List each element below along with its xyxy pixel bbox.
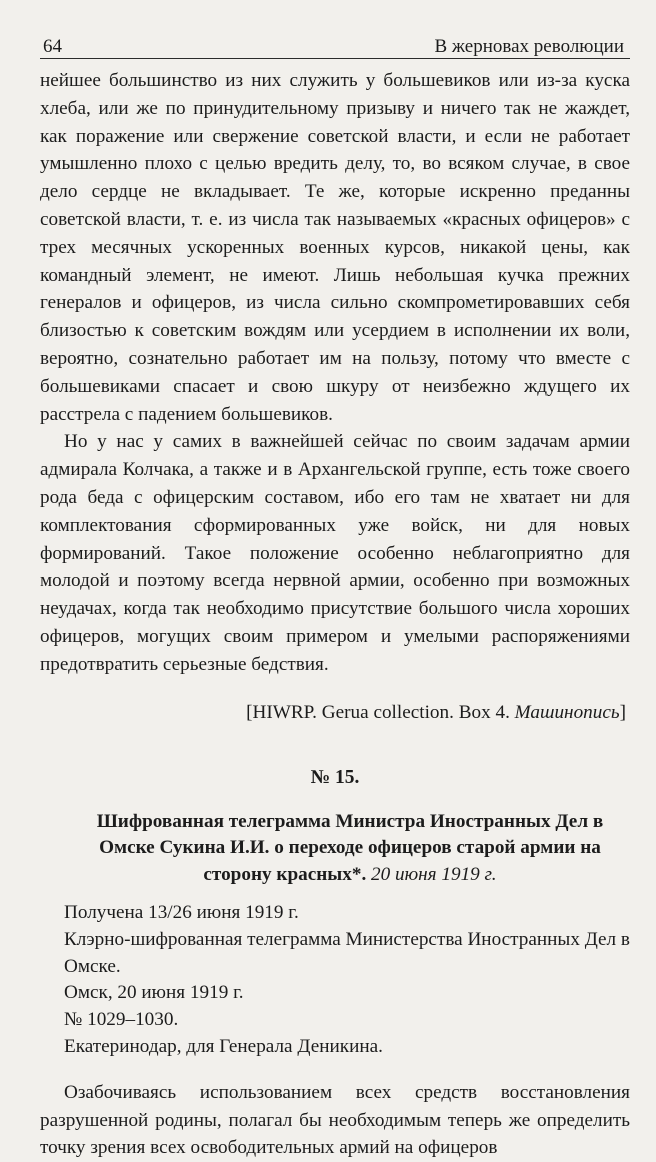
telegram-meta <box>40 900 630 1061</box>
document-number: № 15. <box>310 766 360 788</box>
body-text <box>40 67 630 679</box>
running-header <box>40 28 630 59</box>
book-page <box>40 28 630 1162</box>
source-citation <box>40 699 630 726</box>
meta-telegram-type: Клэрно-шифрованная телеграмма Министерства Иностранных Дел в Омске. <box>64 928 630 977</box>
document-date: 20 июня 1919 г. <box>371 863 497 885</box>
running-title: В жерновах революции <box>434 36 624 57</box>
source-type: Машинопись <box>514 701 620 723</box>
document-title-text: Шифрованная телеграмма Министра Иностранных Дел в Омске Сукина И.И. о переходе офицеров старой армии на сторону красных*. <box>96 810 604 885</box>
telegram-text <box>40 1079 630 1162</box>
meta-number: № 1029–1030. <box>64 1009 179 1031</box>
document-title <box>40 809 630 889</box>
paragraph-continued: нейшее большинство из них служить у большевиков или из-за куска хлеба, или же по принудительному призыву и ничего так не жаждет, как поражение или свержение советской власти, и если не работает умышленно плохо с целью вредить делу, то, во всяком случае, в свое дело сердце не вкладывает. Те же, которые искренно преданны советской власти, т. е. из числа так называемых «красных офицеров» с трех месячных ускоренных военных курсов, никакой цены, как командный элемент, не имеют. Лишь небольшая кучка прежних генералов и офицеров, из числа сильно скомпрометировавших себя близостью к советским вождям или усердием в исполнении их воли, вероятно, сознательно работает им на пользу, потому что вместе с большевиками спасает и свою шкуру от неизбежно ждущего их расстрела с падением большевиков. <box>40 70 630 425</box>
page-number: 64 <box>43 36 62 57</box>
meta-received: Получена 13/26 июня 1919 г. <box>64 902 299 924</box>
paragraph-kolchak: Но у нас у самих в важнейшей сейчас по своим задачам армии адмирала Колчака, а также и в Архангельской группе, есть тоже своего рода беда с офицерским составом, ибо его там не хватает ни для комплектования сформированных уже войск, ни для новых формирований. Такое положение особенно неблагоприятно для молодой и поэтому всегда нервной армии, особенно при возможных неудачах, когда так необходимо присутствие большого числа хороших офицеров, могущих своим примером и умелыми распоряжениями предотвратить серьезные бедствия. <box>40 431 630 675</box>
source-suffix: ] <box>619 701 626 723</box>
meta-place-date: Омск, 20 июня 1919 г. <box>64 982 244 1004</box>
source-prefix: [HIWRP. Gerua collection. Box 4. <box>246 701 515 723</box>
telegram-paragraph: Озабочиваясь использованием всех средств восстановления разрушенной родины, полагал бы необходимым теперь же определить точку зрения всех освободительных армий на офицеров <box>40 1081 630 1159</box>
meta-addressee: Екатеринодар, для Генерала Деникина. <box>64 1036 383 1058</box>
